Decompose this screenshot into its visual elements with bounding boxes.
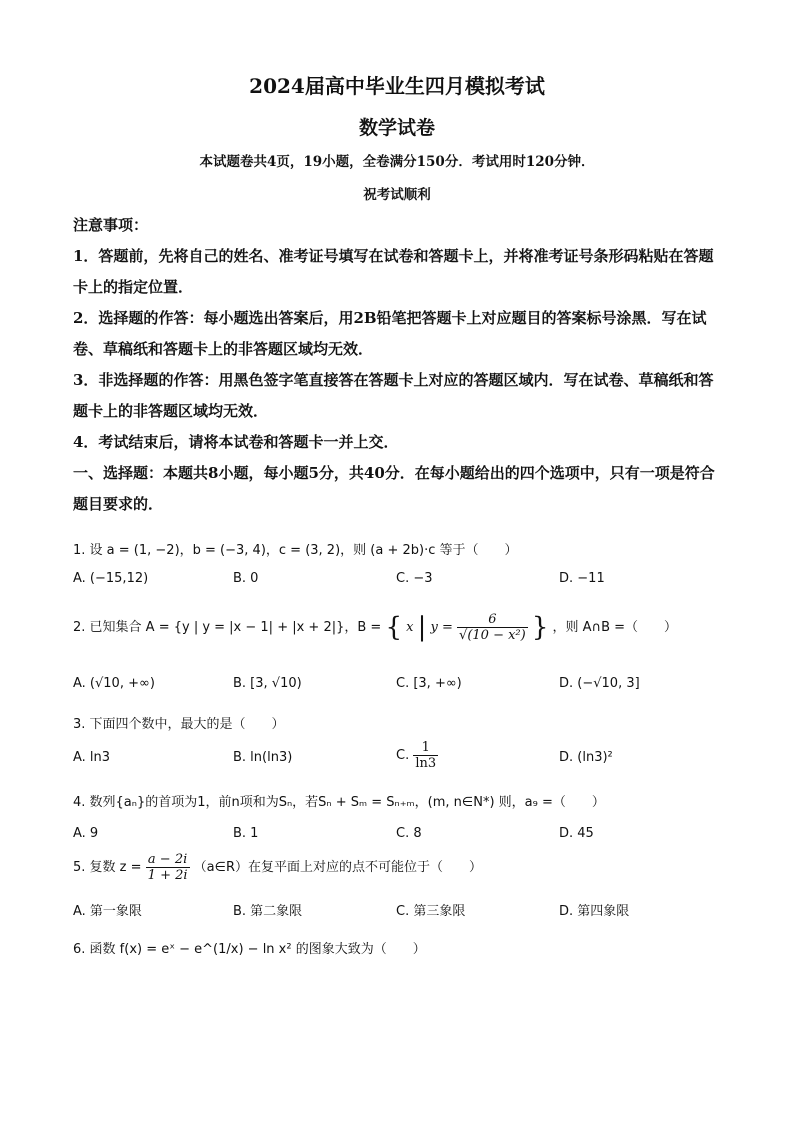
note-item-2: 2．选择题的作答：每小题选出答案后，用2B铅笔把答题卡上对应题目的答案标号涂黑．写在试卷、草稿纸和答题卡上的非答题区域均无效．: [73, 309, 707, 358]
question-2-options: [73, 676, 733, 698]
set-b-condition: y =: [430, 620, 453, 635]
question-5-prefix: 5. 复数 z =: [73, 860, 142, 875]
exam-info: 本试题卷共4页，19小题，全卷满分150分．考试用时120分钟．: [199, 154, 595, 170]
note-item-4: 4．考试结束后，请将本试卷和答题卡一并上交．: [73, 433, 399, 451]
right-brace: }: [531, 612, 549, 643]
question-1-text: 1. 设 a = (1, −2)，b = (−3, 4)，c = (3, 2)，则 (a + 2b)·c 等于（ ）: [73, 543, 518, 558]
option-c: C. 8: [396, 826, 422, 841]
question-5-text: [73, 852, 733, 892]
question-2-text: [73, 612, 733, 656]
fraction-denominator: ln3: [415, 756, 437, 771]
option-c: C. 第三象限: [396, 904, 466, 919]
option-b: B. ln(ln3): [233, 750, 293, 765]
question-3-options: [73, 740, 733, 780]
question-2-prefix: 2. 已知集合 A = {y | y = |x − 1| + |x + 2|}，B =: [73, 620, 382, 635]
fraction-numerator: a − 2i: [146, 852, 190, 868]
option-c-fraction: [413, 740, 438, 771]
subject-title: 数学试卷: [358, 117, 435, 139]
fraction-numerator: 1: [413, 740, 438, 756]
question-4-options: [73, 826, 733, 848]
option-d: D. (ln3)²: [559, 750, 613, 765]
fraction-denominator: 1 + 2i: [147, 868, 188, 883]
question-3-text: 3. 下面四个数中，最大的是（ ）: [73, 717, 285, 732]
option-b: B. 0: [233, 571, 259, 586]
question-1-options: [73, 571, 733, 593]
option-d: D. 第四象限: [559, 904, 630, 919]
note-item-1: 1．答题前，先将自己的姓名、准考证号填写在试卷和答题卡上，并将准考证号条形码粘贴在答题卡上的指定位置．: [73, 247, 714, 296]
notes-heading: 注意事项：: [73, 216, 149, 234]
option-c: C. [3, +∞): [396, 676, 462, 691]
fraction-denominator: √(10 − x²): [459, 628, 526, 643]
option-c-label: C.: [396, 748, 410, 763]
option-d: D. −11: [559, 571, 605, 586]
exam-wish: 祝考试顺利: [363, 187, 431, 203]
question-5-fraction: [146, 852, 190, 883]
option-d: D. (−√10, 3]: [559, 676, 640, 691]
fraction-numerator: 6: [457, 612, 528, 628]
option-a: A. (−15,12): [73, 571, 149, 586]
question-5-options: [73, 900, 733, 922]
option-a: A. 9: [73, 826, 99, 841]
option-a: A. 第一象限: [73, 904, 142, 919]
set-bar: |: [417, 612, 427, 643]
option-a: A. ln3: [73, 750, 111, 765]
option-c: [396, 740, 438, 771]
option-a: A. (√10, +∞): [73, 676, 155, 691]
option-b: B. 1: [233, 826, 259, 841]
question-5-suffix: （a∈R）在复平面上对应的点不可能位于（ ）: [193, 860, 482, 875]
option-b: B. 第二象限: [233, 904, 303, 919]
set-b-variable: x: [406, 620, 414, 635]
question-4-text: 4. 数列{aₙ}的首项为1，前n项和为Sₙ，若Sₙ + Sₘ = Sₙ₊ₘ，(m, n∈N*) 则，a₉ =（ ）: [73, 795, 605, 810]
exam-title: 2024届高中毕业生四月模拟考试: [249, 74, 545, 98]
question-2-suffix: ，则 A∩B =（ ）: [552, 620, 678, 635]
section1-heading: 一、选择题：本题共8小题，每小题5分，共40分．在每小题给出的四个选项中，只有一项是符合题目要求的．: [73, 464, 715, 513]
option-b: B. [3, √10): [233, 676, 302, 691]
option-c: C. −3: [396, 571, 433, 586]
note-item-3: 3．非选择题的作答：用黑色签字笔直接答在答题卡上对应的答题区域内．写在试卷、草稿纸和答题卡上的非答题区域均无效．: [73, 371, 714, 420]
left-brace: {: [385, 612, 402, 643]
question-6-text: 6. 函数 f(x) = eˣ − e^(1/x) − ln x² 的图象大致为（ ）: [73, 942, 426, 957]
set-b-fraction: [457, 612, 528, 643]
option-d: D. 45: [559, 826, 594, 841]
